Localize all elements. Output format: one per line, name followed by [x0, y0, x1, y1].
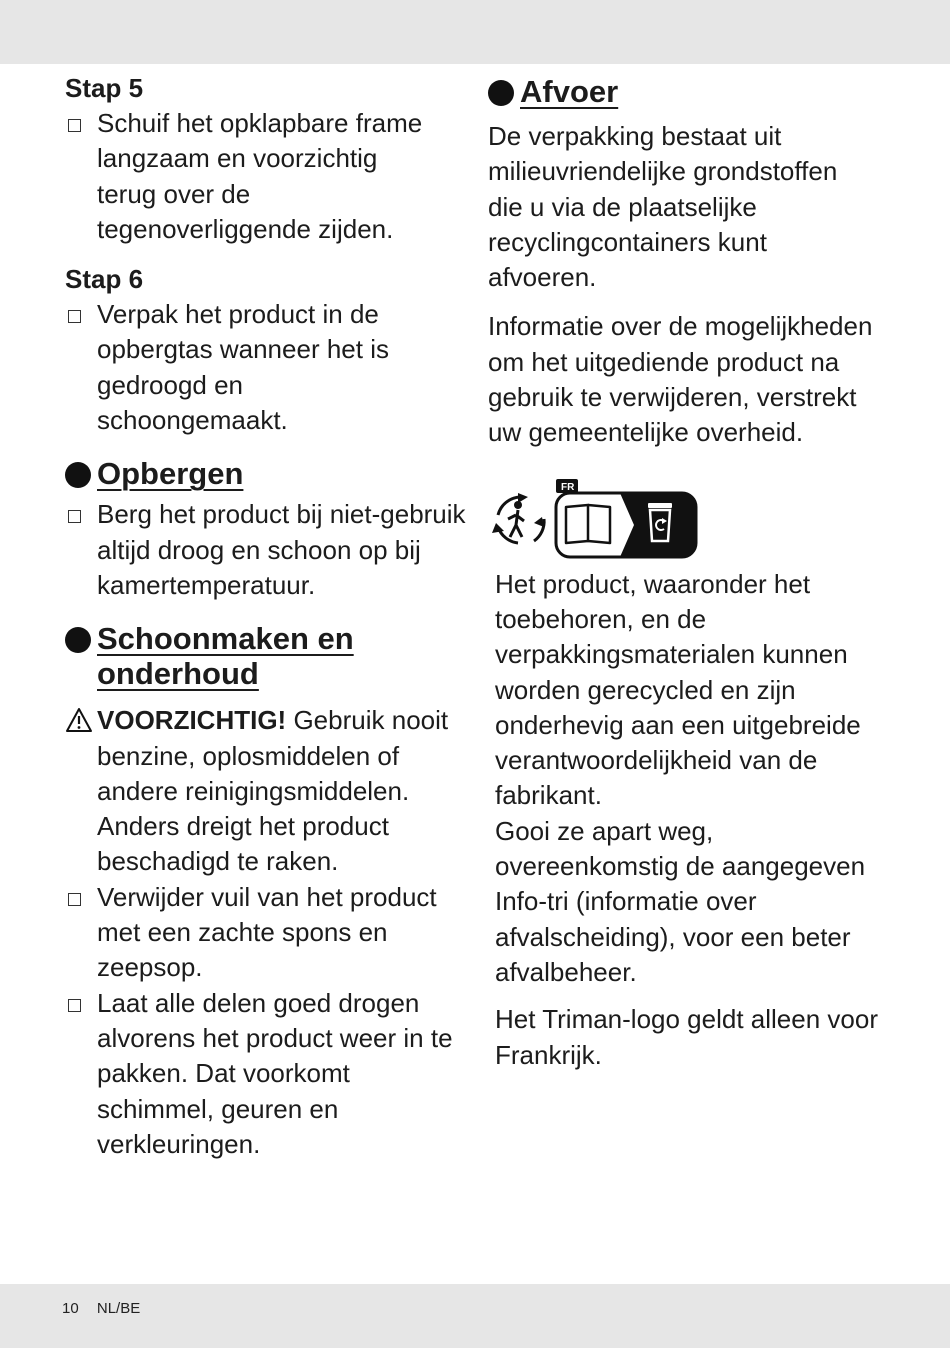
cleaning-item-2: Laat alle delen goed drogen alvorens het product weer in te pakken. Dat voorkomt schimmel, geuren en verkleuringen.: [65, 986, 467, 1162]
step6-title: Stap 6: [65, 264, 144, 295]
bullet-dot-icon: [65, 627, 91, 653]
checkbox-icon: [68, 119, 81, 132]
top-bar: [0, 0, 950, 64]
disposal-para-1: De verpakking bestaat uit milieuvriendelijke grondstoffen die u via de plaatselijke recyclingcontainers kunt afvoeren.: [488, 121, 838, 293]
storage-heading: Opbergen: [65, 456, 465, 491]
triman-logo: [488, 479, 908, 561]
storage-item: Berg het product bij niet-gebruik altijd droog en schoon op bij kamertemperatuur.: [65, 497, 467, 603]
cleaning-item-1: Verwijder vuil van het product met een zachte spons en zeepsop.: [65, 880, 447, 986]
bullet-dot-icon: [65, 462, 91, 488]
checkbox-icon: [68, 510, 81, 523]
page-number: 10: [62, 1300, 79, 1317]
step5-title: Stap 5: [65, 73, 144, 103]
disposal-para-2: Informatie over de mogelijkheden om het uitgediende product na gebruik te verwijderen, verstrekt uw gemeentelijke overheid.: [488, 311, 873, 448]
left-column: [65, 70, 465, 1162]
disposal-para-3: Het product, waaronder het toebehoren, en de verpakkingsmaterialen kunnen worden gerecycled en zijn onderhevig aan een uitgebreide verantwoordelijkheid van de fabrikant.: [495, 568, 861, 811]
disposal-para-4: Gooi ze apart weg, overeenkomstig de aangegeven Info-tri (informatie over afvalscheiding), voor een beter afvalbeheer.: [495, 815, 866, 987]
bullet-dot-icon: [488, 80, 514, 106]
warning-triangle-icon: [65, 707, 93, 733]
disposal-para-5: Het Triman-logo geldt alleen voor Frankrijk.: [495, 1004, 878, 1070]
caution-warning: VOORZICHTIG! Gebruik nooit benzine, oplosmiddelen of andere reinigingsmiddelen. Anders dreigt het product beschadigd te raken.: [65, 703, 467, 879]
cleaning-heading: Schoonmaken en onderhoud: [65, 621, 465, 691]
disposal-heading: Afvoer: [488, 74, 908, 109]
checkbox-icon: [68, 893, 81, 906]
checkbox-icon: [68, 310, 81, 323]
step5-item: Schuif het opklapbare frame langzaam en voorzichtig terug over de tegenoverliggende zijden.: [65, 106, 437, 247]
caution-label: VOORZICHTIG!: [97, 705, 287, 736]
checkbox-icon: [68, 999, 81, 1012]
locale-label: NL/BE: [96, 1300, 141, 1317]
fr-label: FR: [561, 481, 575, 493]
step6-item: Verpak het product in de opbergtas wanneer het is gedroogd en schoongemaakt.: [65, 297, 437, 438]
triman-recycle-icon: [488, 479, 718, 561]
right-column: [488, 70, 908, 1073]
footer: [62, 1300, 154, 1317]
